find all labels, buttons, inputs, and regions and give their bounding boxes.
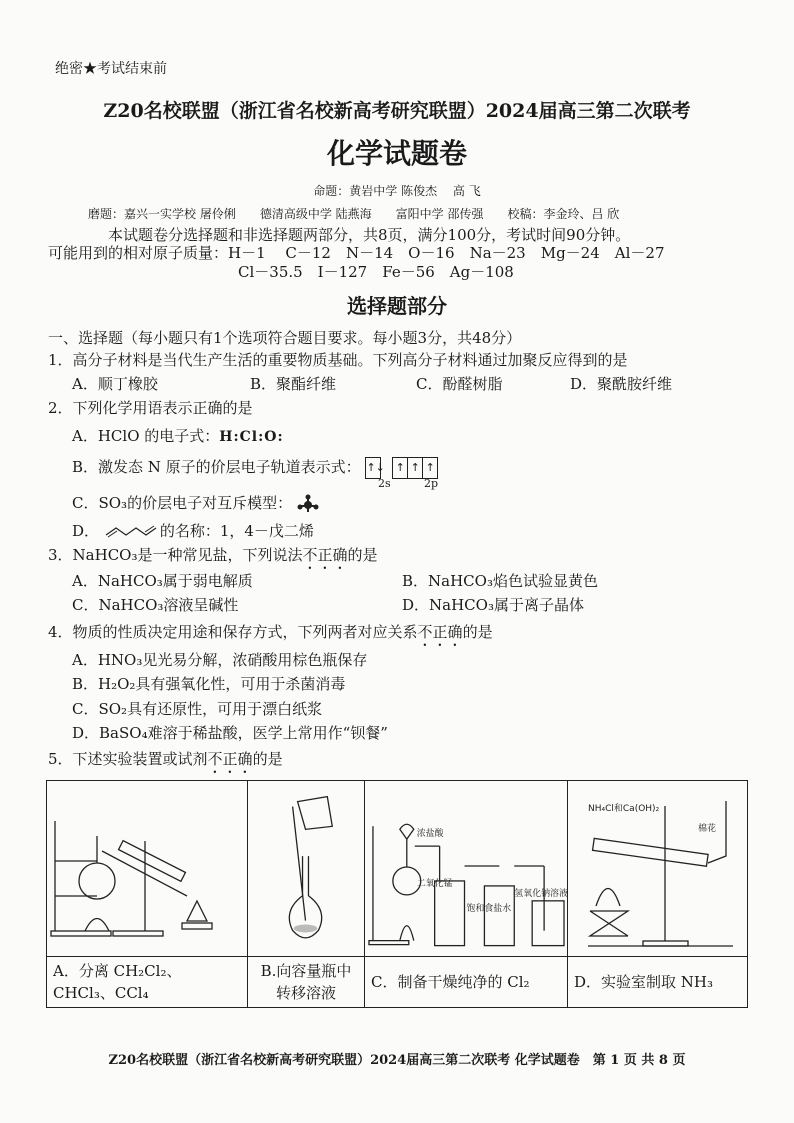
orbital-2s: ↑↓	[365, 457, 381, 479]
q4-stem: 4．物质的性质决定用途和保存方式，下列两者对应关系不正确的是	[48, 623, 493, 641]
q2-option-a: A．HClO 的电子式：H:Cl:O:	[72, 427, 284, 445]
skeletal-formula-icon	[104, 525, 160, 539]
label-cotton: 棉花	[698, 824, 717, 834]
q5-options-table	[46, 780, 748, 1008]
q5-option-b: B.向容量瓶中转移溶液	[248, 956, 365, 1007]
label-brine: 饱和食盐水	[466, 903, 512, 914]
q3-option-b: B．NaHCO₃焰色试验显黄色	[402, 572, 598, 590]
confidential-mark: 绝密★考试结束前	[55, 61, 167, 77]
label-conc-hcl: 浓盐酸	[416, 829, 444, 840]
q2-option-c: C．SO₃的价层电子对互斥模型：	[72, 494, 319, 514]
q3-option-d: D．NaHCO₃属于离子晶体	[402, 596, 584, 614]
q5-option-c: C．制备干燥纯净的 Cl₂	[365, 956, 568, 1007]
subject-title: 化学试题卷	[326, 137, 467, 170]
figure-ammonia-prep	[568, 781, 747, 956]
q4-option-d: D．BaSO₄难溶于稀盐酸，医学上常用作“钡餐”	[72, 724, 388, 742]
reviewers: 磨题：嘉兴一实学校 屠伶俐 德清高级中学 陆燕海 富阳中学 邵传强 校稿：李金玲、吕 欣	[88, 207, 620, 221]
label-mno2: 二氧化锰	[416, 878, 453, 889]
q4-option-c: C．SO₂具有还原性，可用于漂白纸浆	[72, 700, 323, 718]
part-instructions: 一、选择题（每小题只有1个选项符合题目要求。每小题3分，共48分）	[48, 329, 522, 347]
q3-option-c: C．NaHCO₃溶液呈碱性	[72, 596, 239, 614]
q2-stem: 2．下列化学用语表示正确的是	[48, 399, 253, 417]
figure-chlorine-prep	[365, 781, 568, 956]
q5-option-d: D．实验室制取 NH₃	[568, 956, 747, 1007]
q4-option-a: A．HNO₃见光易分解，浓硝酸用棕色瓶保存	[72, 651, 368, 669]
page-footer: Z20名校联盟（浙江省名校新高考研究联盟）2024届高三第二次联考 化学试题卷 第 1 页 共 8 页	[108, 1053, 686, 1068]
label-2s: 2s	[378, 477, 391, 490]
q1-stem: 1．高分子材料是当代生产生活的重要物质基础。下列高分子材料通过加聚反应得到的是	[48, 351, 628, 369]
electron-formula: H:Cl:O:	[219, 429, 284, 445]
orbital-2p: ↑ ↑ ↑	[392, 457, 438, 479]
q4-option-b: B．H₂O₂具有强氧化性，可用于杀菌消毒	[72, 675, 346, 693]
exam-title: Z20名校联盟（浙江省名校新高考研究联盟）2024届高三第二次联考	[103, 100, 691, 122]
vsepr-model-icon	[297, 494, 319, 514]
label-2p: 2p	[424, 477, 439, 490]
q2-option-b: B．激发态 N 原子的价层电子轨道表示式： ↑↓ ↑ ↑ ↑	[72, 457, 438, 479]
section-title: 选择题部分	[347, 294, 447, 318]
atomic-masses-2: Cl－35.5 I－127 Fe－56 Ag－108	[238, 263, 514, 281]
q1-option-d: D．聚酰胺纤维	[570, 375, 673, 393]
q1-option-c: C．酚醛树脂	[416, 375, 503, 393]
figure-distillation	[47, 781, 248, 956]
label-reagents: NH₄Cl和Ca(OH)₂	[588, 804, 660, 814]
atomic-masses: 可能用到的相对原子质量：H－1 C－12 N－14 O－16 Na－23 Mg－24 Al－27	[48, 244, 665, 262]
q3-stem: 3．NaHCO₃是一种常见盐，下列说法不正确的是	[48, 546, 378, 564]
q5-stem: 5．下述实验装置或试剂不正确的是	[48, 750, 283, 768]
q3-option-a: A．NaHCO₃属于弱电解质	[72, 572, 253, 590]
label-naoh: 氢氧化钠溶液	[514, 888, 567, 899]
figure-volumetric-flask	[248, 781, 365, 956]
q5-option-a: A．分离 CH₂Cl₂、CHCl₃、CCl₄	[47, 956, 248, 1007]
q1-option-a: A．顺丁橡胶	[72, 375, 158, 393]
q1-option-b: B．聚酯纤维	[250, 375, 337, 393]
q2-option-d: D． 的名称：1，4－戊二烯	[72, 522, 314, 540]
intro: 本试题卷分选择题和非选择题两部分，共8页，满分100分，考试时间90分钟。	[108, 226, 631, 244]
authors: 命题：黄岩中学 陈俊杰 高 飞	[313, 184, 481, 198]
